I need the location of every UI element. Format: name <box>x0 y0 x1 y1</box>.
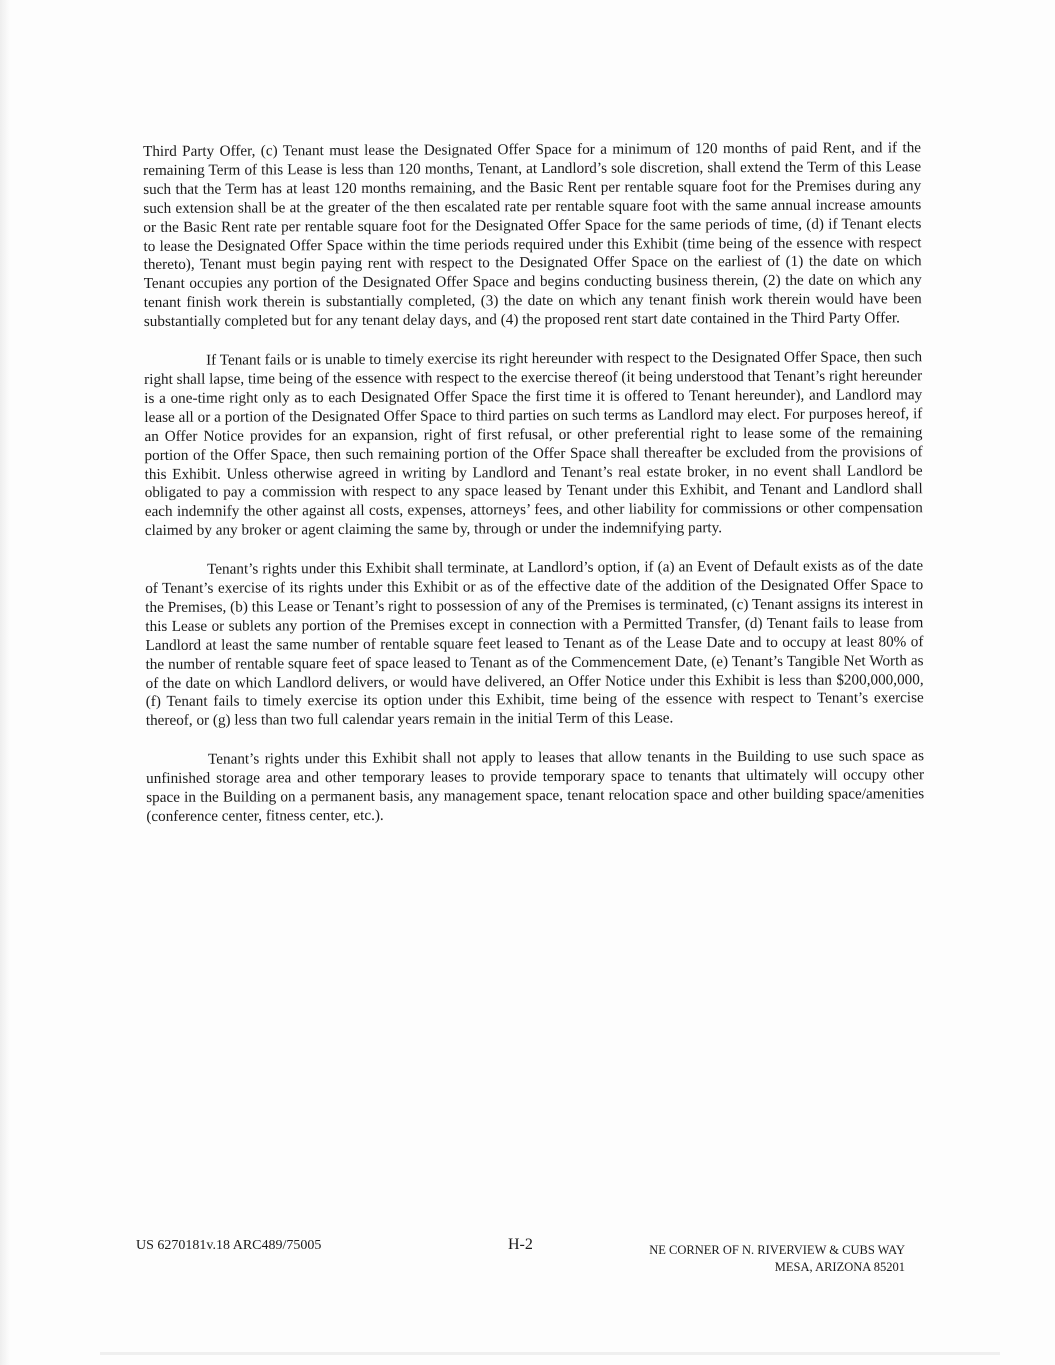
footer-property-address <box>620 1242 905 1276</box>
paragraph-lapse-of-right: If Tenant fails or is unable to timely exercise its right hereunder with respect to the Designated Offer Space, then such right shall lapse, time being of the essence with respect to the exercise thereof (it being understood that Tenant’s right hereunder is a one-time right only as to each Designated Offer Space the first time it is offered to Tenant hereunder), and Landlord may lease all or a portion of the Designated Offer Space to third parties on such terms as Landlord may elect. For purposes hereof, if an Offer Notice provides for an expansion, right of first refusal, or other preferential right to lease some of the remaining portion of the Offer Space, then such remaining portion of the Offer Space shall thereafter be excluded from the provisions of this Exhibit. Unless otherwise agreed in writing by Landlord and Tenant’s real estate broker, in no event shall Landlord be obligated to pay a commission with respect to any space leased by Tenant under this Exhibit, and Tenant and Landlord shall each indemnify the other against all costs, expenses, attorneys’ fees, and other liability for commissions or other compensation claimed by any broker or agent claiming the same by, through or under the indemnifying party. <box>144 348 923 540</box>
paragraph-continuation: Third Party Offer, (c) Tenant must lease the Designated Offer Space for a minimum of 120 months of paid Rent, and if the remaining Term of this Lease is less than 120 months, Tenant, at Landlord’s sole discretion, shall extend the Term of this Lease such that the Term has at least 120 months remaining, and the Basic Rent per rentable square foot for the Premises during any such extension shall be at the greater of the then escalated rate per rentable square foot with the same annual increase amounts or the Basic Rent rate per rentable square foot for the Designated Offer Space for the same periods of time, (d) if Tenant elects to lease the Designated Offer Space within the time periods required under this Exhibit (time being of the essence with respect thereto), Tenant must begin paying rent with respect to the Designated Offer Space on the earliest of (1) the date on which Tenant occupies any portion of the Designated Offer Space and begins conducting business therein, (2) the date on which any tenant finish work therein is substantially completed, (3) the date on which any tenant finish work therein would have been substantially completed but for any tenant delay days, and (4) the proposed rent start date contained in the Third Party Offer. <box>143 139 922 331</box>
paragraph-termination-of-rights: Tenant’s rights under this Exhibit shall terminate, at Landlord’s option, if (a) an Event of Default exists as of the date of Tenant’s exercise of its rights under this Exhibit or as of the effective date of the addition of the Designated Offer Space to the Premises, (b) this Lease or Tenant’s right to possession of any of the Premises is terminated, (c) Tenant assigns its interest in this Lease or sublets any portion of the Premises except in connection with a Permitted Transfer, (d) Tenant fails to lease from Landlord at least the same number of rentable square feet leased to Tenant as of the Lease Date and to occupy at least 80% of the number of rentable square feet of space leased to Tenant as of the Commencement Date, (e) Tenant’s Tangible Net Worth as of the date on which Landlord delivers, or would have delivered, an Offer Notice under this Exhibit is less than $200,000,000, (f) Tenant fails to timely exercise its option under this Exhibit, time being of the essence with respect to Tenant’s exercise thereof, or (g) less than two full calendar years remain in the initial Term of this Lease. <box>145 557 924 730</box>
footer-address-line-2: MESA, ARIZONA 85201 <box>774 1260 905 1274</box>
scan-bottom-edge <box>100 1352 1000 1355</box>
footer-address-line-1: NE CORNER OF N. RIVERVIEW & CUBS WAY <box>649 1243 905 1257</box>
scan-shadow-edge <box>0 0 10 1365</box>
footer-document-id: US 6270181v.18 ARC489/75005 <box>136 1238 322 1253</box>
footer-page-number: H-2 <box>508 1236 533 1253</box>
document-body <box>143 139 924 847</box>
paragraph-exclusions: Tenant’s rights under this Exhibit shall not apply to leases that allow tenants in the Building to use such space as unfinished storage area and other temporary leases to provide temporary space to tenants that ultimately will occupy other space in the Building on a permanent basis, any management space, tenant relocation space and other building space/amenities (conference center, fitness center, etc.). <box>146 747 925 825</box>
